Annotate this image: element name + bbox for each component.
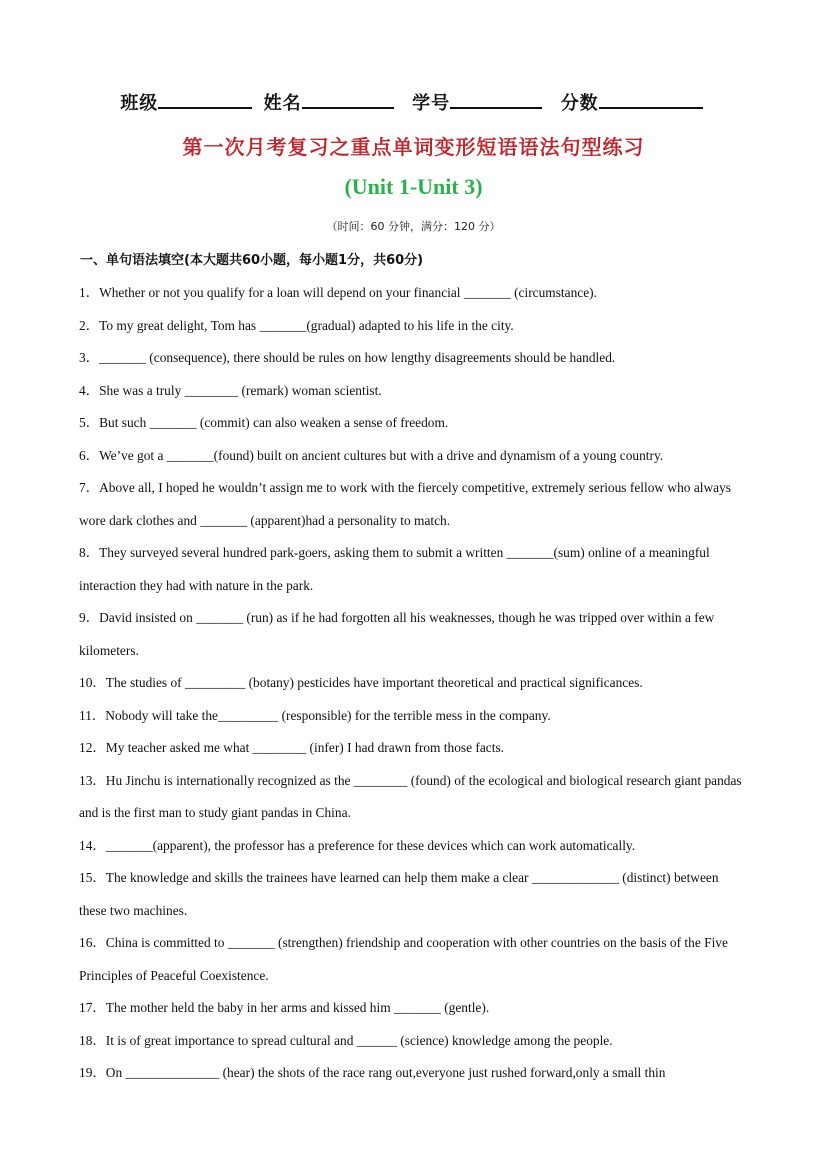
- question-item: 14．_______(apparent), the professor has a preference for these devices which can work automatically.: [79, 837, 636, 853]
- page-subtitle: (Unit 1-Unit 3): [344, 174, 483, 199]
- student-id-label: 学号: [412, 93, 451, 114]
- question-item: 13．Hu Jinchu is internationally recognized as the ________ (found) of the ecological and biological research giant pandas and is the first man to study giant pandas in China.: [79, 772, 742, 820]
- question-item: 8．They surveyed several hundred park-goers, asking them to submit a written _______(sum) online of a meaningful interaction they had with nature in the park.: [79, 545, 710, 593]
- question-item: 3．_______ (consequence), there should be rules on how lengthy disagreements should be handled.: [79, 350, 616, 365]
- question-item: 11．Nobody will take the_________ (responsible) for the terrible mess in the company.: [79, 707, 551, 723]
- page-title: 第一次月考复习之重点单词变形短语语法句型练习: [182, 135, 645, 159]
- question-item: 4．She was a truly ________ (remark) woman scientist.: [79, 382, 382, 398]
- question-item: 1．Whether or not you qualify for a loan will depend on your financial _______ (circumstance).: [79, 285, 597, 300]
- class-label: 班级: [120, 93, 159, 114]
- question-item: 2．To my great delight, Tom has _______(gradual) adapted to his life in the city.: [79, 317, 514, 333]
- name-label: 姓名: [263, 93, 302, 114]
- question-item: 15．The knowledge and skills the trainees have learned can help them make a clear _____________ (distinct) between these two machines.: [79, 870, 719, 918]
- question-item: 7．Above all, I hoped he wouldn’t assign me to work with the fiercely competitive, extremely serious fellow who always wore dark clothes and _______ (apparent)had a personality to match.: [79, 480, 732, 528]
- class-blank: [158, 89, 252, 109]
- question-list: [79, 277, 747, 1090]
- question-item: 10．The studies of _________ (botany) pesticides have important theoretical and practical significances.: [79, 675, 643, 690]
- question-item: 17．The mother held the baby in her arms and kissed him _______ (gentle).: [79, 1000, 490, 1015]
- question-item: 12．My teacher asked me what ________ (infer) I had drawn from those facts.: [79, 740, 505, 755]
- name-blank: [302, 89, 394, 109]
- section-title: 一、单句语法填空(本大题共60小题，每小题1分，共60分): [80, 253, 424, 268]
- question-item: 19．On ______________ (hear) the shots of the race rang out,everyone just rushed forward,only a small thin: [79, 1065, 666, 1080]
- question-item: 16．China is committed to _______ (strengthen) friendship and cooperation with other countries on the basis of the Five Principles of Peaceful Coexistence.: [79, 935, 728, 983]
- student-info-header: [0, 89, 827, 115]
- question-item: 18．It is of great importance to spread cultural and ______ (science) knowledge among the people.: [79, 1032, 613, 1048]
- score-label: 分数: [560, 93, 599, 114]
- question-item: 5．But such _______ (commit) can also weaken a sense of freedom.: [79, 415, 449, 430]
- time-score-note: （时间：60 分钟，满分：120 分）: [326, 220, 501, 233]
- score-blank: [599, 89, 703, 109]
- student-id-blank: [450, 89, 542, 109]
- question-item: 6．We’ve got a _______(found) built on ancient cultures but with a drive and dynamism of a young country.: [79, 447, 664, 463]
- question-item: 9．David insisted on _______ (run) as if he had forgotten all his weaknesses, though he was tripped over within a few kilometers.: [79, 610, 715, 658]
